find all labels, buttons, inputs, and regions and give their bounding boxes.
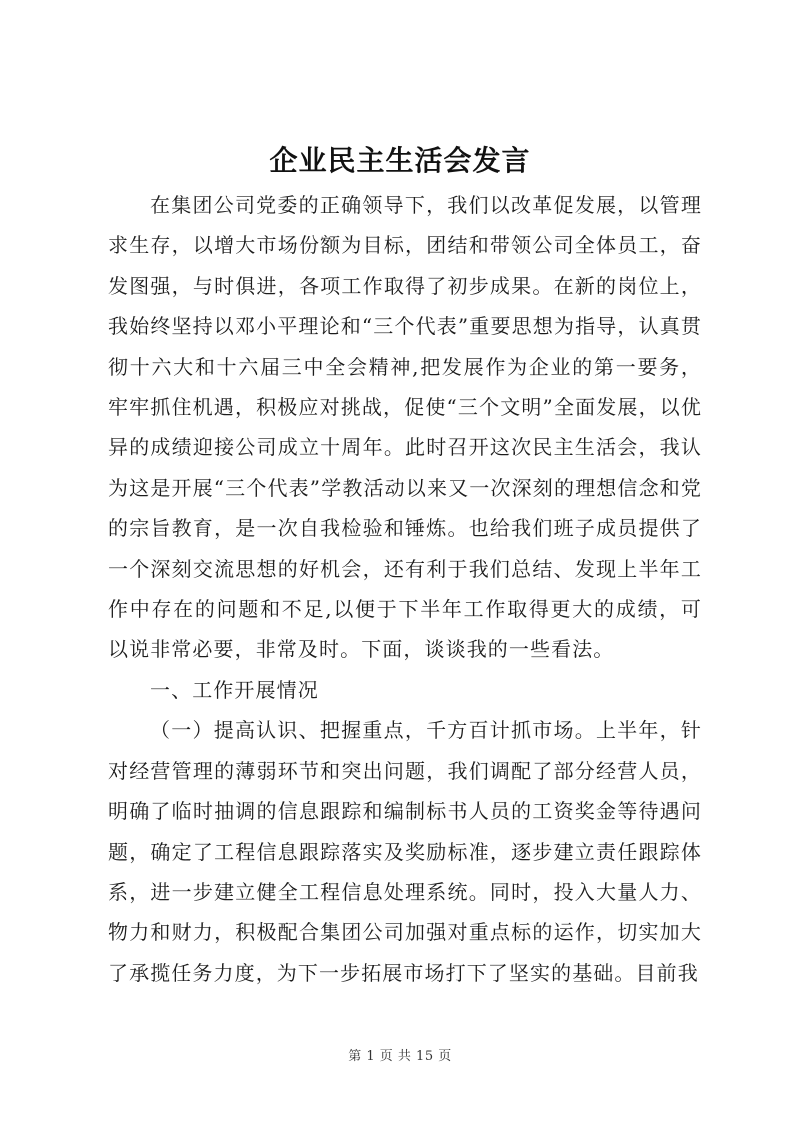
- document-body: [108, 185, 702, 993]
- document-title: 企业民主生活会发言: [269, 144, 531, 177]
- paragraph-market: （一）提高认识、把握重点，千方百计抓市场。上半年，针对经营管理的薄弱环节和突出问题，我们调配了部分经营人员，明确了临时抽调的信息跟踪和编制标书人员的工资奖金等待遇问题，确定了工程信息跟踪落实及奖励标准，逐步建立责任跟踪体系，进一步建立健全工程信息处理系统。同时，投入大量人力、物力和财力，积极配合集团公司加强对重点标的运作，切实加大了承揽任务力度，为下一步拓展市场打下了坚实的基础。目前我: [108, 718, 702, 985]
- section-heading: 一、工作开展情况: [150, 677, 319, 702]
- paragraph-intro: 在集团公司党委的正确领导下，我们以改革促发展，以管理求生存，以增大市场份额为目标，团结和带领公司全体员工，奋发图强，与时俱进，各项工作取得了初步成果。在新的岗位上，我始终坚持以邓小平理论和“三个代表”重要思想为指导，认真贯彻十六大和十六届三中全会精神,把发展作为企业的第一要务，牢牢抓住机遇，积极应对挑战，促使“三个文明”全面发展，以优异的成绩迎接公司成立十周年。此时召开这次民主生活会，我认为这是开展“三个代表”学教活动以来又一次深刻的理想信念和党的宗旨教育，是一次自我检验和锤炼。也给我们班子成员提供了一个深刻交流思想的好机会，还有利于我们总结、发现上半年工作中存在的问题和不足,以便于下半年工作取得更大的成绩，可以说非常必要，非常及时。下面，谈谈我的一些看法。: [108, 193, 702, 662]
- page-footer: 第 1 页 共 15 页: [348, 1049, 452, 1064]
